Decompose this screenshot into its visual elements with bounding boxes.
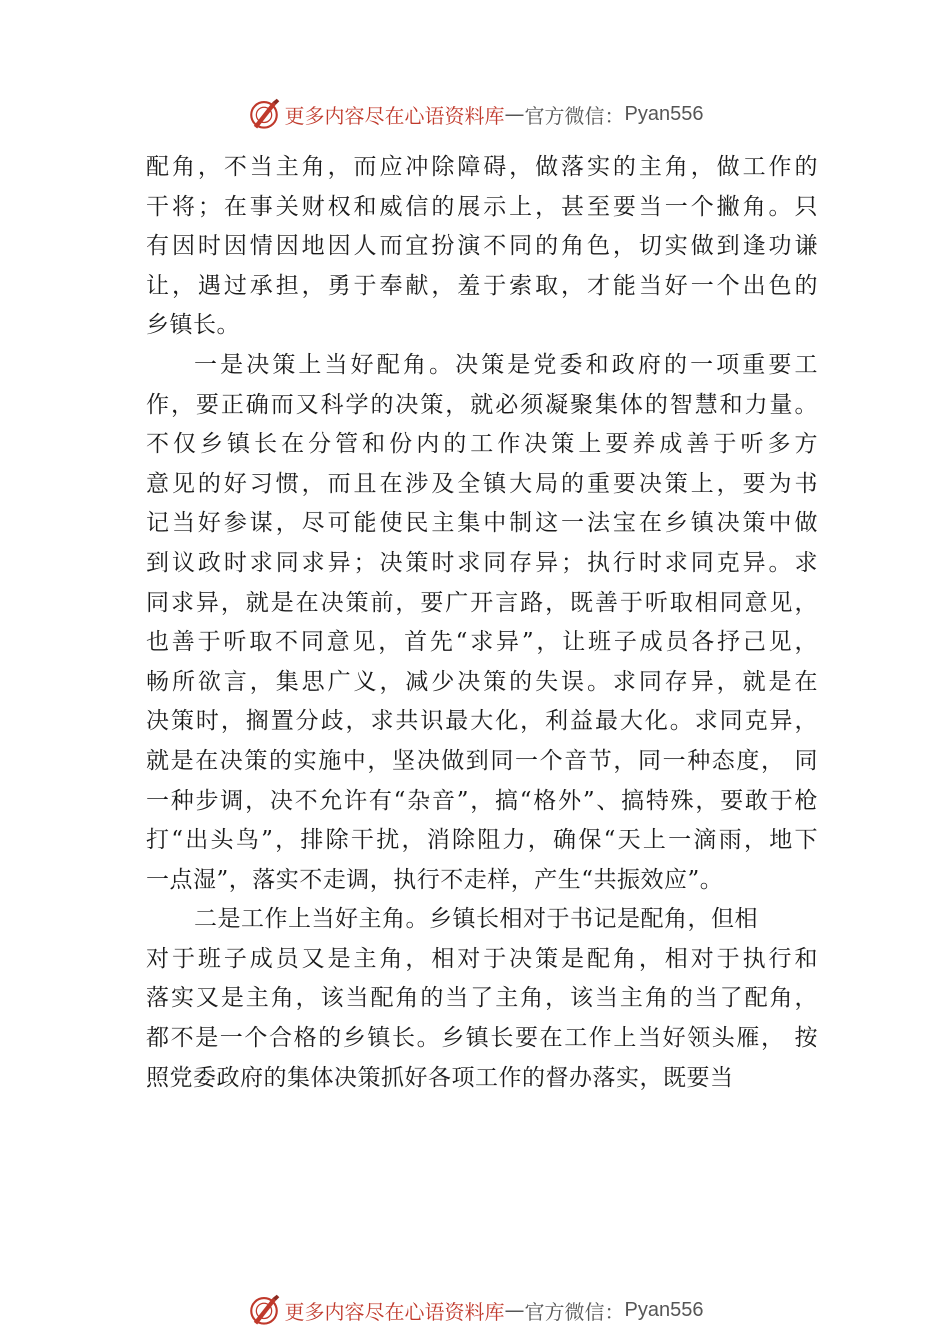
body-line: 对于班子成员又是主角，相对于决策是配角，相对于执行和 bbox=[146, 945, 818, 972]
footer-banner bbox=[0, 1290, 950, 1330]
body-line: 记当好参谋，尽可能使民主集中制这一法宝在乡镇决策中做 bbox=[146, 510, 818, 537]
paragraph-start-line: 一是决策上当好配角。决策是党委和政府的一项重要工 bbox=[194, 351, 818, 378]
body-line: 干将；在事关财权和威信的展示上，甚至要当一个撇角。只 bbox=[146, 193, 818, 220]
body-line: 有因时因情因地因人而宜扮演不同的角色，切实做到逢功谦 bbox=[146, 233, 818, 260]
paragraph-start-line: 二是工作上当好主角。乡镇长相对于书记是配角，但相 bbox=[194, 906, 758, 933]
body-line: 作，要正确而又科学的决策，就必须凝聚集体的智慧和力量。 bbox=[146, 391, 818, 418]
body-line: 畅所欲言，集思广义，减少决策的失误。求同存异，就是在 bbox=[146, 668, 818, 695]
body-line: 意见的好习惯，而且在涉及全镇大局的重要决策上，要为书 bbox=[146, 470, 818, 497]
body-line: 照党委政府的集体决策抓好各项工作的督办落实，既要当 bbox=[146, 1064, 734, 1091]
body-line: 决策时，搁置分歧，求共识最大化，利益最大化。求同克异， bbox=[146, 708, 818, 735]
body-line: 落实又是主角，该当配角的当了主角，该当主角的当了配角， bbox=[146, 985, 818, 1012]
header-official: 官方微信： bbox=[524, 103, 625, 128]
header-brand: 更多内容尽在心语资料库 bbox=[284, 103, 505, 128]
body-line: 一点湿”，落实不走调，执行不走样，产生“共振效应”。 bbox=[146, 866, 724, 893]
body-line: 也善于听取不同意见，首先“求异”，让班子成员各抒己见， bbox=[146, 629, 818, 656]
body-line: 就是在决策的实施中，坚决做到同一个音节，同一种态度， 同 bbox=[146, 747, 818, 774]
pen-logo-icon bbox=[247, 97, 281, 131]
body-line: 不仅乡镇长在分管和份内的工作决策上要养成善于听多方 bbox=[146, 431, 818, 458]
footer-dash: — bbox=[504, 1298, 525, 1322]
header-dash: — bbox=[504, 102, 525, 126]
body-line: 乡镇长。 bbox=[146, 312, 240, 339]
header-wechat-id: Pyan556 bbox=[624, 102, 704, 125]
body-line: 配角，不当主角，而应冲除障碍，做落实的主角，做工作的 bbox=[146, 154, 818, 180]
document-body bbox=[146, 148, 818, 1098]
body-line: 都不是一个合格的乡镇长。乡镇长要在工作上当好领头雁， 按 bbox=[146, 1025, 818, 1052]
footer-official: 官方微信： bbox=[524, 1299, 625, 1324]
footer-wechat-id: Pyan556 bbox=[624, 1298, 704, 1321]
body-line: 同求异，就是在决策前，要广开言路，既善于听取相同意见， bbox=[146, 589, 818, 616]
body-line: 打“出头鸟”，排除干扰，消除阻力，确保“天上一滴雨，地下 bbox=[146, 827, 818, 854]
body-line: 让，遇过承担，勇于奉献，羞于索取，才能当好一个出色的 bbox=[146, 272, 818, 299]
header-banner bbox=[0, 94, 950, 134]
body-line: 一种步调，决不允许有“杂音”，搞“格外”、搞特殊，要敢于枪 bbox=[146, 787, 818, 814]
body-line: 到议政时求同求异；决策时求同存异；执行时求同克异。求 bbox=[146, 549, 818, 576]
pen-logo-icon bbox=[247, 1293, 281, 1327]
footer-brand: 更多内容尽在心语资料库 bbox=[284, 1299, 505, 1324]
